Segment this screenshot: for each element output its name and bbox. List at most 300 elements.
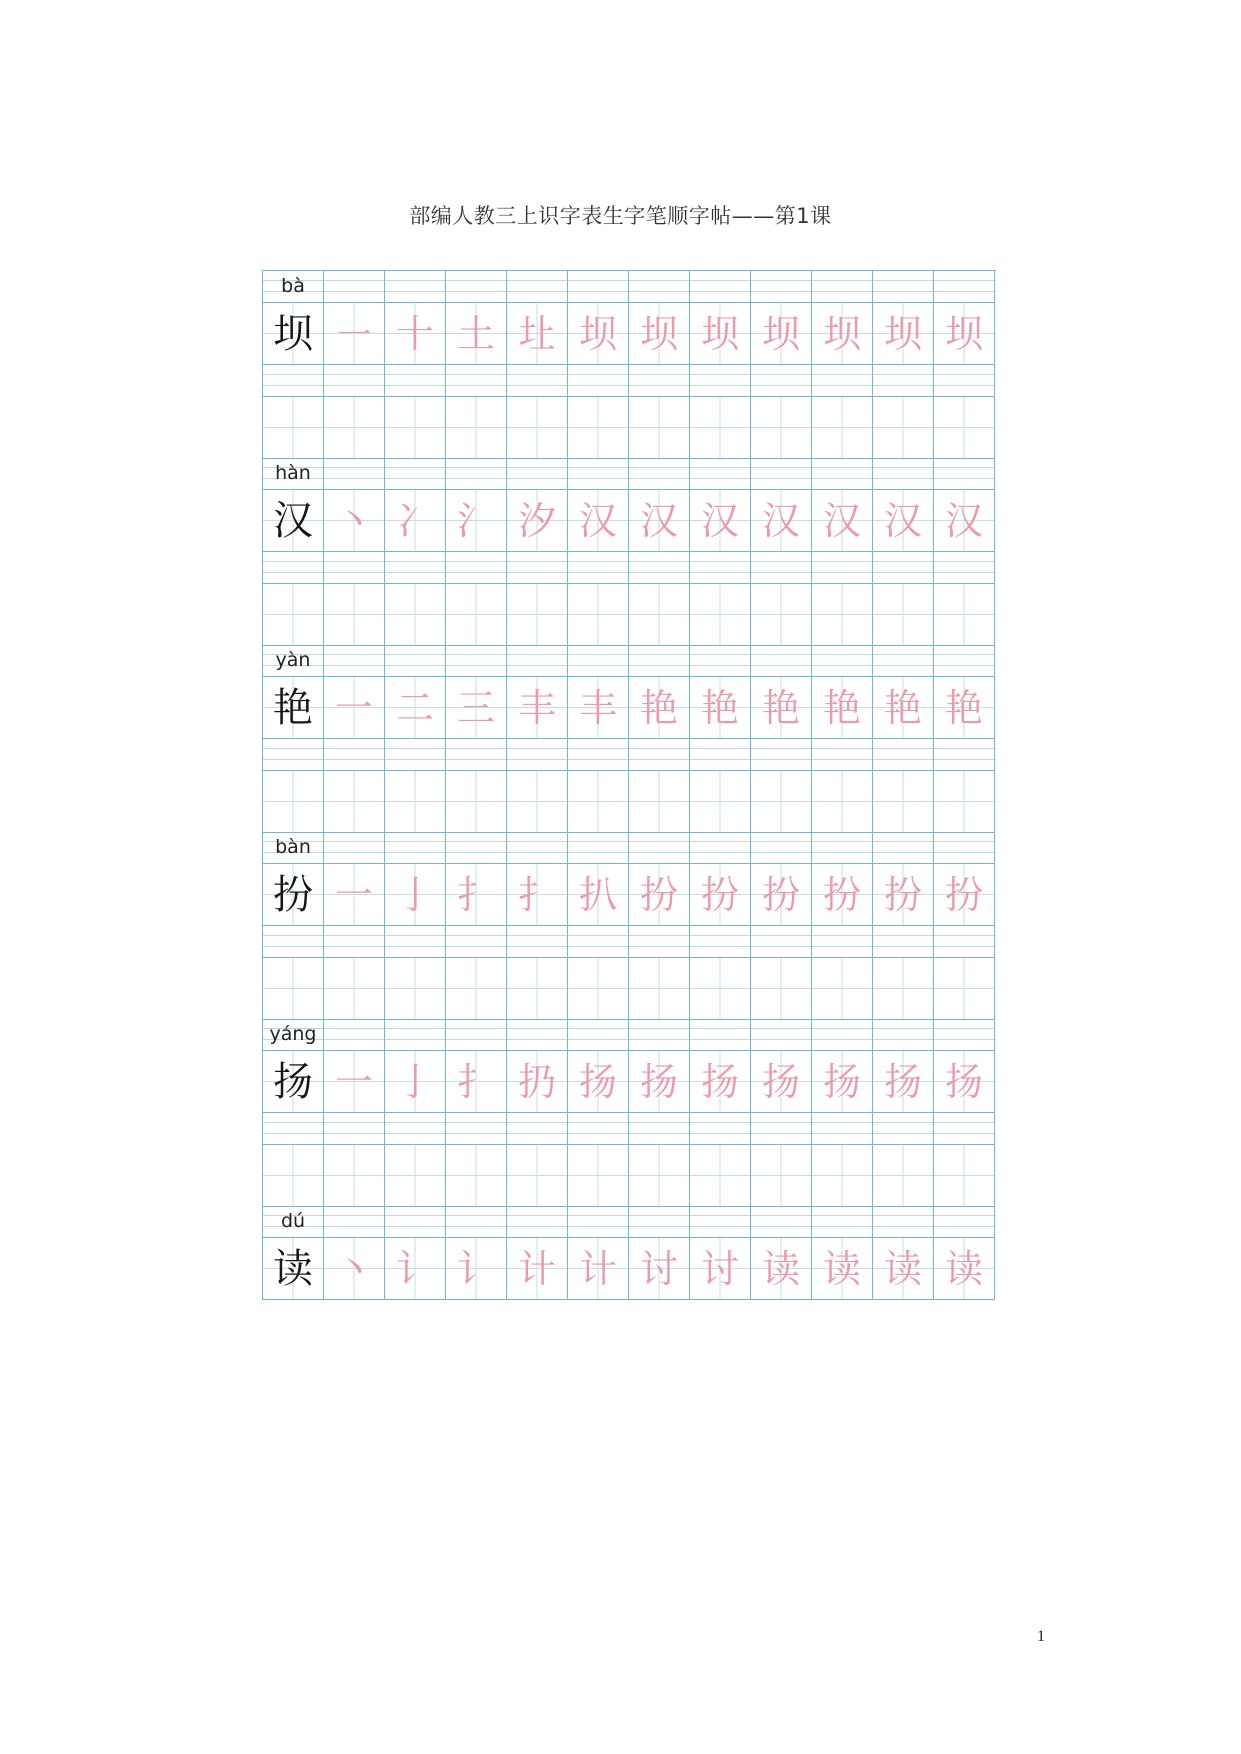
pinyin-practice-cell[interactable] [934, 365, 995, 397]
pinyin-practice-cell[interactable] [385, 271, 446, 303]
writing-practice-cell[interactable] [507, 397, 568, 459]
stroke-step: 一 [334, 873, 373, 917]
stroke-step: 亅 [395, 1060, 434, 1104]
pinyin-practice-cell[interactable] [446, 832, 507, 864]
pinyin-practice-cell[interactable] [324, 1113, 385, 1145]
pinyin-practice-cell[interactable] [751, 1019, 812, 1051]
pinyin-practice-cell[interactable] [812, 1019, 873, 1051]
stroke-step-cell [446, 864, 507, 926]
pinyin-practice-cell[interactable] [751, 739, 812, 771]
pinyin-practice-cell[interactable] [324, 926, 385, 958]
pinyin-practice-cell[interactable] [629, 1206, 690, 1238]
pinyin-practice-cell[interactable] [629, 926, 690, 958]
pinyin-practice-cell[interactable] [568, 739, 629, 771]
pinyin-practice-cell[interactable] [873, 271, 934, 303]
pinyin-practice-cell[interactable] [934, 645, 995, 677]
pinyin-practice-cell[interactable] [568, 271, 629, 303]
writing-practice-cell[interactable] [690, 771, 751, 833]
stroke-step: 汉 [700, 499, 739, 543]
pinyin-practice-cell[interactable] [690, 1113, 751, 1145]
writing-practice-cell[interactable] [324, 584, 385, 646]
pinyin-practice-cell[interactable] [324, 552, 385, 584]
pinyin-practice-cell[interactable] [934, 926, 995, 958]
pinyin-practice-cell[interactable] [690, 739, 751, 771]
pinyin-practice-cell[interactable] [751, 365, 812, 397]
pinyin-practice-cell[interactable] [568, 1019, 629, 1051]
writing-practice-cell[interactable] [812, 584, 873, 646]
pinyin-practice-cell[interactable] [324, 739, 385, 771]
page-title: 部编人教三上识字表生字笔顺字帖——第1课 [409, 204, 832, 228]
pinyin-practice-cell[interactable] [385, 1113, 446, 1145]
pinyin-practice-cell[interactable] [324, 832, 385, 864]
writing-practice-cell[interactable] [690, 584, 751, 646]
stroke-step-cell [873, 490, 934, 552]
writing-practice-cell[interactable] [873, 1145, 934, 1207]
pinyin-practice-cell[interactable] [690, 926, 751, 958]
pinyin-practice-cell[interactable] [873, 552, 934, 584]
pinyin-practice-cell[interactable] [629, 739, 690, 771]
stroke-step: 艳 [944, 686, 983, 730]
pinyin-practice-cell[interactable] [812, 926, 873, 958]
stroke-step-cell [934, 303, 995, 365]
writing-practice-cell[interactable] [507, 584, 568, 646]
pinyin-practice-cell[interactable] [873, 1206, 934, 1238]
pinyin-practice-cell[interactable] [324, 645, 385, 677]
writing-practice-cell[interactable] [934, 958, 995, 1020]
stroke-step-cell [751, 490, 812, 552]
pinyin-practice-cell[interactable] [629, 645, 690, 677]
pinyin-practice-cell[interactable] [446, 1113, 507, 1145]
pinyin-practice-cell[interactable] [385, 552, 446, 584]
writing-practice-cell[interactable] [629, 584, 690, 646]
stroke-step: 扬 [639, 1060, 678, 1104]
stroke-step-cell [690, 303, 751, 365]
stroke-step-cell [629, 303, 690, 365]
model-character-cell [263, 864, 324, 926]
stroke-step: 坝 [639, 312, 678, 356]
pinyin-label: yàn [275, 649, 311, 671]
stroke-step: 扌 [456, 873, 495, 917]
pinyin-label: yáng [269, 1023, 317, 1045]
stroke-step: 读 [944, 1247, 983, 1291]
writing-practice-cell[interactable] [446, 771, 507, 833]
pinyin-practice-cell[interactable] [507, 1113, 568, 1145]
pinyin-practice-cell[interactable] [873, 1113, 934, 1145]
writing-practice-cell[interactable] [568, 397, 629, 459]
stroke-step-cell [507, 490, 568, 552]
writing-practice-cell[interactable] [446, 1145, 507, 1207]
stroke-step-cell [812, 490, 873, 552]
stroke-step: 扬 [700, 1060, 739, 1104]
pinyin-practice-cell[interactable] [751, 271, 812, 303]
writing-practice-cell[interactable] [507, 771, 568, 833]
stroke-step: 丰 [517, 686, 556, 730]
writing-practice-cell[interactable] [690, 958, 751, 1020]
pinyin-cell [263, 271, 324, 303]
pinyin-practice-cell[interactable] [568, 645, 629, 677]
pinyin-practice-cell[interactable] [568, 926, 629, 958]
writing-practice-cell[interactable] [629, 1145, 690, 1207]
stroke-step: 计 [578, 1247, 617, 1291]
pinyin-practice-cell[interactable] [812, 1206, 873, 1238]
stroke-step: 冫 [395, 499, 434, 543]
writing-practice-cell[interactable] [568, 1145, 629, 1207]
stroke-step-cell [873, 303, 934, 365]
pinyin-practice-cell[interactable] [690, 1019, 751, 1051]
pinyin-practice-cell[interactable] [812, 458, 873, 490]
pinyin-practice-cell[interactable] [629, 458, 690, 490]
stroke-step: 扮 [822, 873, 861, 917]
writing-practice-cell[interactable] [263, 771, 324, 833]
pinyin-practice-cell[interactable] [873, 365, 934, 397]
pinyin-practice-cell[interactable] [385, 365, 446, 397]
stroke-step-cell [568, 1051, 629, 1113]
writing-practice-cell[interactable] [568, 584, 629, 646]
stroke-step: 丶 [334, 1247, 373, 1291]
writing-practice-cell[interactable] [812, 397, 873, 459]
pinyin-practice-cell[interactable] [446, 271, 507, 303]
pinyin-practice-cell[interactable] [568, 552, 629, 584]
writing-practice-cell[interactable] [446, 958, 507, 1020]
stroke-step: ㇐ [334, 312, 373, 356]
writing-practice-cell[interactable] [568, 771, 629, 833]
writing-practice-cell[interactable] [446, 397, 507, 459]
pinyin-practice-cell[interactable] [324, 365, 385, 397]
stroke-step-cell [324, 303, 385, 365]
pinyin-practice-cell[interactable] [568, 832, 629, 864]
stroke-step: 艳 [639, 686, 678, 730]
pinyin-practice-cell[interactable] [873, 926, 934, 958]
pinyin-practice-cell[interactable] [568, 365, 629, 397]
pinyin-practice-cell[interactable] [385, 458, 446, 490]
pinyin-practice-cell[interactable] [507, 1019, 568, 1051]
pinyin-practice-cell[interactable] [324, 1019, 385, 1051]
writing-practice-cell[interactable] [324, 1145, 385, 1207]
pinyin-practice-cell[interactable] [934, 271, 995, 303]
writing-practice-cell[interactable] [324, 397, 385, 459]
pinyin-practice-cell[interactable] [690, 271, 751, 303]
stroke-step-cell [324, 490, 385, 552]
pinyin-practice-cell[interactable] [873, 458, 934, 490]
page-number: 1 [1037, 1628, 1045, 1645]
stroke-step-cell [690, 490, 751, 552]
pinyin-practice-cell[interactable] [934, 832, 995, 864]
model-character: 扬 [273, 1059, 313, 1105]
stroke-step-cell [934, 677, 995, 739]
stroke-step: 读 [822, 1247, 861, 1291]
stroke-step: 艳 [883, 686, 922, 730]
writing-practice-cell[interactable] [751, 584, 812, 646]
pinyin-practice-cell[interactable] [629, 1113, 690, 1145]
stroke-step-cell [446, 303, 507, 365]
pinyin-practice-cell[interactable] [690, 1206, 751, 1238]
pinyin-practice-cell[interactable] [446, 1019, 507, 1051]
pinyin-practice-cell[interactable] [568, 1206, 629, 1238]
writing-practice-cell[interactable] [263, 584, 324, 646]
pinyin-practice-cell[interactable] [385, 1019, 446, 1051]
stroke-step: 讠 [395, 1247, 434, 1291]
stroke-step: 艳 [822, 686, 861, 730]
writing-practice-cell[interactable] [873, 958, 934, 1020]
stroke-step: 读 [761, 1247, 800, 1291]
stroke-step: 坝 [700, 312, 739, 356]
pinyin-practice-cell[interactable] [385, 645, 446, 677]
pinyin-practice-cell[interactable] [751, 458, 812, 490]
pinyin-practice-cell[interactable] [446, 1206, 507, 1238]
pinyin-practice-cell[interactable] [873, 1019, 934, 1051]
writing-practice-cell[interactable] [507, 958, 568, 1020]
pinyin-practice-cell[interactable] [690, 365, 751, 397]
pinyin-practice-cell[interactable] [629, 1019, 690, 1051]
stroke-step-cell [751, 864, 812, 926]
writing-practice-cell[interactable] [812, 1145, 873, 1207]
stroke-step-cell [507, 1051, 568, 1113]
pinyin-practice-cell[interactable] [507, 552, 568, 584]
stroke-step: 扮 [639, 873, 678, 917]
stroke-step: 扬 [944, 1060, 983, 1104]
stroke-step: 坝 [761, 312, 800, 356]
stroke-step-cell [934, 864, 995, 926]
stroke-step: 汐 [517, 499, 556, 543]
character-block [263, 645, 996, 832]
pinyin-practice-cell[interactable] [690, 458, 751, 490]
stroke-step: 丶 [334, 499, 373, 543]
stroke-step-cell [873, 1238, 934, 1300]
pinyin-practice-cell[interactable] [263, 365, 324, 397]
writing-practice-cell[interactable] [629, 771, 690, 833]
pinyin-practice-cell[interactable] [751, 1206, 812, 1238]
pinyin-practice-cell[interactable] [568, 1113, 629, 1145]
stroke-step-cell [751, 303, 812, 365]
stroke-step-cell [324, 864, 385, 926]
pinyin-practice-cell[interactable] [385, 1206, 446, 1238]
writing-practice-cell[interactable] [751, 958, 812, 1020]
writing-practice-cell[interactable] [873, 771, 934, 833]
stroke-step: 汉 [944, 499, 983, 543]
pinyin-practice-cell[interactable] [263, 739, 324, 771]
pinyin-practice-cell[interactable] [629, 552, 690, 584]
writing-practice-cell[interactable] [385, 771, 446, 833]
pinyin-cell [263, 832, 324, 864]
model-character-cell [263, 1051, 324, 1113]
stroke-step-cell [507, 1238, 568, 1300]
pinyin-practice-cell[interactable] [446, 552, 507, 584]
pinyin-practice-cell[interactable] [507, 458, 568, 490]
pinyin-practice-cell[interactable] [507, 1206, 568, 1238]
writing-practice-cell[interactable] [934, 584, 995, 646]
stroke-step-cell [385, 1238, 446, 1300]
stroke-step: 扒 [578, 873, 617, 917]
stroke-step-cell [629, 1238, 690, 1300]
pinyin-practice-cell[interactable] [873, 739, 934, 771]
pinyin-practice-cell[interactable] [934, 1206, 995, 1238]
pinyin-practice-cell[interactable] [263, 926, 324, 958]
pinyin-practice-cell[interactable] [934, 739, 995, 771]
stroke-step: 扌 [517, 873, 556, 917]
pinyin-practice-cell[interactable] [629, 832, 690, 864]
writing-practice-cell[interactable] [812, 958, 873, 1020]
writing-practice-cell[interactable] [873, 584, 934, 646]
pinyin-label: bà [281, 275, 305, 297]
practice-grid [262, 270, 996, 1300]
stroke-step-cell [629, 677, 690, 739]
writing-practice-cell[interactable] [934, 397, 995, 459]
stroke-step: 土 [456, 312, 495, 356]
model-character-cell [263, 490, 324, 552]
pinyin-practice-cell[interactable] [812, 832, 873, 864]
pinyin-practice-cell[interactable] [873, 645, 934, 677]
stroke-step-cell [934, 1051, 995, 1113]
writing-practice-cell[interactable] [385, 958, 446, 1020]
pinyin-practice-cell[interactable] [263, 552, 324, 584]
stroke-step-cell [385, 303, 446, 365]
character-block [263, 271, 996, 458]
writing-practice-cell[interactable] [507, 1145, 568, 1207]
pinyin-practice-cell[interactable] [812, 552, 873, 584]
stroke-step: 汉 [822, 499, 861, 543]
stroke-step-cell [385, 490, 446, 552]
pinyin-practice-cell[interactable] [751, 926, 812, 958]
stroke-step: 扬 [578, 1060, 617, 1104]
pinyin-label: dú [280, 1210, 306, 1232]
stroke-step: 坝 [883, 312, 922, 356]
writing-practice-cell[interactable] [385, 1145, 446, 1207]
stroke-step-cell [568, 864, 629, 926]
pinyin-practice-cell[interactable] [324, 458, 385, 490]
stroke-step: 亅 [395, 873, 434, 917]
writing-practice-cell[interactable] [629, 958, 690, 1020]
pinyin-cell [263, 645, 324, 677]
character-block [263, 458, 996, 645]
pinyin-practice-cell[interactable] [934, 458, 995, 490]
writing-practice-cell[interactable] [690, 1145, 751, 1207]
stroke-step: 扮 [761, 873, 800, 917]
pinyin-practice-cell[interactable] [507, 271, 568, 303]
pinyin-practice-cell[interactable] [690, 552, 751, 584]
stroke-step-cell [446, 490, 507, 552]
writing-practice-cell[interactable] [385, 397, 446, 459]
writing-practice-cell[interactable] [324, 771, 385, 833]
writing-practice-cell[interactable] [751, 771, 812, 833]
writing-practice-cell[interactable] [812, 771, 873, 833]
stroke-step: 讨 [700, 1247, 739, 1291]
model-character-cell [263, 303, 324, 365]
writing-practice-cell[interactable] [446, 584, 507, 646]
writing-practice-cell[interactable] [263, 397, 324, 459]
character-block [263, 832, 996, 1019]
model-character-cell [263, 1238, 324, 1300]
pinyin-practice-cell[interactable] [690, 832, 751, 864]
stroke-step-cell [385, 1051, 446, 1113]
pinyin-practice-cell[interactable] [690, 645, 751, 677]
pinyin-practice-cell[interactable] [629, 271, 690, 303]
pinyin-practice-cell[interactable] [934, 1019, 995, 1051]
stroke-step: 氵 [456, 499, 495, 543]
pinyin-practice-cell[interactable] [629, 365, 690, 397]
stroke-step: 扬 [822, 1060, 861, 1104]
stroke-step: 坝 [578, 312, 617, 356]
pinyin-practice-cell[interactable] [751, 1113, 812, 1145]
writing-practice-cell[interactable] [751, 397, 812, 459]
pinyin-practice-cell[interactable] [751, 832, 812, 864]
writing-practice-cell[interactable] [568, 958, 629, 1020]
stroke-step: 讨 [639, 1247, 678, 1291]
pinyin-practice-cell[interactable] [507, 645, 568, 677]
writing-practice-cell[interactable] [385, 584, 446, 646]
pinyin-practice-cell[interactable] [507, 926, 568, 958]
stroke-step: 坝 [944, 312, 983, 356]
pinyin-practice-cell[interactable] [324, 271, 385, 303]
pinyin-practice-cell[interactable] [934, 552, 995, 584]
writing-practice-cell[interactable] [873, 397, 934, 459]
stroke-step-cell [568, 490, 629, 552]
writing-practice-cell[interactable] [751, 1145, 812, 1207]
model-character: 汉 [273, 498, 313, 544]
stroke-step: 汉 [578, 499, 617, 543]
writing-practice-cell[interactable] [263, 958, 324, 1020]
pinyin-practice-cell[interactable] [446, 458, 507, 490]
pinyin-practice-cell[interactable] [324, 1206, 385, 1238]
pinyin-practice-cell[interactable] [385, 926, 446, 958]
stroke-step-cell [507, 303, 568, 365]
pinyin-practice-cell[interactable] [812, 739, 873, 771]
pinyin-practice-cell[interactable] [812, 271, 873, 303]
pinyin-practice-cell[interactable] [446, 926, 507, 958]
model-character-cell [263, 677, 324, 739]
pinyin-practice-cell[interactable] [263, 1113, 324, 1145]
pinyin-practice-cell[interactable] [568, 458, 629, 490]
pinyin-label: hàn [275, 462, 311, 484]
pinyin-practice-cell[interactable] [385, 832, 446, 864]
pinyin-practice-cell[interactable] [751, 552, 812, 584]
stroke-step: 艳 [700, 686, 739, 730]
pinyin-practice-cell[interactable] [507, 365, 568, 397]
stroke-step-cell [507, 677, 568, 739]
pinyin-practice-cell[interactable] [446, 365, 507, 397]
stroke-step: 读 [883, 1247, 922, 1291]
stroke-step-cell [446, 677, 507, 739]
pinyin-practice-cell[interactable] [812, 365, 873, 397]
pinyin-practice-cell[interactable] [812, 645, 873, 677]
stroke-step-cell [873, 1051, 934, 1113]
writing-practice-cell[interactable] [263, 1145, 324, 1207]
writing-practice-cell[interactable] [690, 397, 751, 459]
pinyin-practice-cell[interactable] [507, 739, 568, 771]
pinyin-practice-cell[interactable] [507, 832, 568, 864]
stroke-step-cell [629, 490, 690, 552]
stroke-step: 一 [334, 686, 373, 730]
writing-practice-cell[interactable] [324, 958, 385, 1020]
writing-practice-cell[interactable] [934, 1145, 995, 1207]
pinyin-practice-cell[interactable] [385, 739, 446, 771]
stroke-step: 扬 [883, 1060, 922, 1104]
pinyin-cell [263, 1019, 324, 1051]
pinyin-practice-cell[interactable] [751, 645, 812, 677]
stroke-step: 汉 [761, 499, 800, 543]
pinyin-practice-cell[interactable] [873, 832, 934, 864]
pinyin-practice-cell[interactable] [446, 739, 507, 771]
pinyin-practice-cell[interactable] [446, 645, 507, 677]
writing-practice-cell[interactable] [934, 771, 995, 833]
stroke-step-cell [507, 864, 568, 926]
pinyin-practice-cell[interactable] [934, 1113, 995, 1145]
stroke-step: 扬 [761, 1060, 800, 1104]
stroke-step: 扮 [883, 873, 922, 917]
stroke-step: 一 [334, 1060, 373, 1104]
pinyin-practice-cell[interactable] [812, 1113, 873, 1145]
writing-practice-cell[interactable] [629, 397, 690, 459]
stroke-step: 二 [395, 686, 434, 730]
